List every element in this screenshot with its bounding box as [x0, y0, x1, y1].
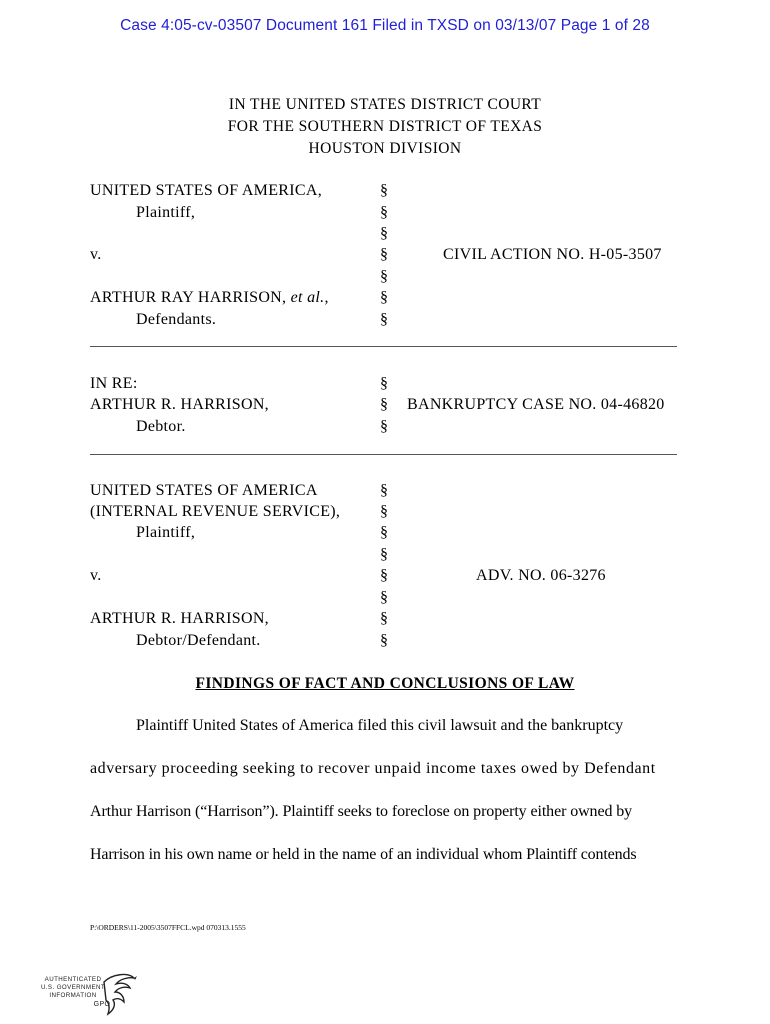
caption2-in-re: IN RE: — [90, 375, 138, 392]
caption1-plaintiff-role: Plaintiff, — [136, 204, 196, 221]
civil-action-number: CIVIL ACTION NO. H-05-3507 — [443, 246, 662, 263]
section-symbol: § — [380, 418, 388, 435]
seal-line: U.S. GOVERNMENT — [40, 984, 106, 991]
et-al: et al. — [290, 289, 325, 306]
adversary-number: ADV. NO. 06-3276 — [476, 567, 606, 584]
section-symbol: § — [380, 482, 388, 499]
defendant-comma: , — [324, 289, 329, 306]
body-line: adversary proceeding seeking to recover unpaid income taxes owed by Defendant — [90, 760, 656, 777]
section-symbol: § — [380, 268, 388, 285]
bankruptcy-case-number: BANKRUPTCY CASE NO. 04-46820 — [407, 396, 665, 413]
section-symbol: § — [380, 289, 388, 306]
caption3-defendant: ARTHUR R. HARRISON, — [90, 610, 269, 627]
caption1-defendant-role: Defendants. — [136, 311, 217, 328]
seal-line: GPO — [93, 1001, 111, 1008]
body-line: Arthur Harrison (“Harrison”). Plaintiff seeks to foreclose on property either owned by — [90, 803, 633, 820]
section-symbol: § — [380, 610, 388, 627]
court-division: HOUSTON DIVISION — [308, 140, 462, 157]
caption1-versus: v. — [90, 246, 102, 263]
divider — [90, 346, 677, 347]
filing-header: Case 4:05-cv-03507 Document 161 Filed in TXSD on 03/13/07 Page 1 of 28 — [120, 17, 650, 34]
section-symbol: § — [380, 589, 388, 606]
section-symbol: § — [380, 396, 388, 413]
gpo-authentication-seal — [38, 972, 138, 1016]
eagle-icon — [98, 972, 138, 1016]
seal-line: AUTHENTICATED — [44, 976, 102, 983]
seal-line: INFORMATION — [49, 992, 97, 999]
document-title: FINDINGS OF FACT AND CONCLUSIONS OF LAW — [195, 675, 575, 692]
court-name-line1: IN THE UNITED STATES DISTRICT COURT — [228, 96, 542, 113]
section-symbol: § — [380, 632, 388, 649]
body-line: Plaintiff United States of America filed this civil lawsuit and the bankruptcy — [136, 717, 624, 734]
caption3-plaintiff: UNITED STATES OF AMERICA — [90, 482, 318, 499]
section-symbol: § — [380, 524, 388, 541]
file-path-footer: P:\ORDERS\11-2005\3507FFCL.wpd 070313.1555 — [90, 923, 246, 932]
section-symbol: § — [380, 182, 388, 199]
section-symbol: § — [380, 246, 388, 263]
section-symbol: § — [380, 375, 388, 392]
section-symbol: § — [380, 567, 388, 584]
defendant-name: ARTHUR RAY HARRISON, — [90, 289, 287, 306]
divider — [90, 454, 677, 455]
section-symbol: § — [380, 503, 388, 520]
body-line: Harrison in his own name or held in the name of an individual whom Plaintiff contends — [90, 846, 637, 863]
section-symbol: § — [380, 311, 388, 328]
caption3-defendant-role: Debtor/Defendant. — [136, 632, 261, 649]
caption1-defendant — [90, 289, 329, 307]
caption1-plaintiff: UNITED STATES OF AMERICA, — [90, 182, 323, 199]
caption3-versus: v. — [90, 567, 102, 584]
court-name-line2: FOR THE SOUTHERN DISTRICT OF TEXAS — [227, 118, 543, 135]
caption3-plaintiff-agency: (INTERNAL REVENUE SERVICE), — [90, 503, 341, 520]
caption2-debtor-role: Debtor. — [136, 418, 186, 435]
section-symbol: § — [380, 546, 388, 563]
caption3-plaintiff-role: Plaintiff, — [136, 524, 196, 541]
section-symbol: § — [380, 204, 388, 221]
section-symbol: § — [380, 225, 388, 242]
caption2-debtor: ARTHUR R. HARRISON, — [90, 396, 269, 413]
